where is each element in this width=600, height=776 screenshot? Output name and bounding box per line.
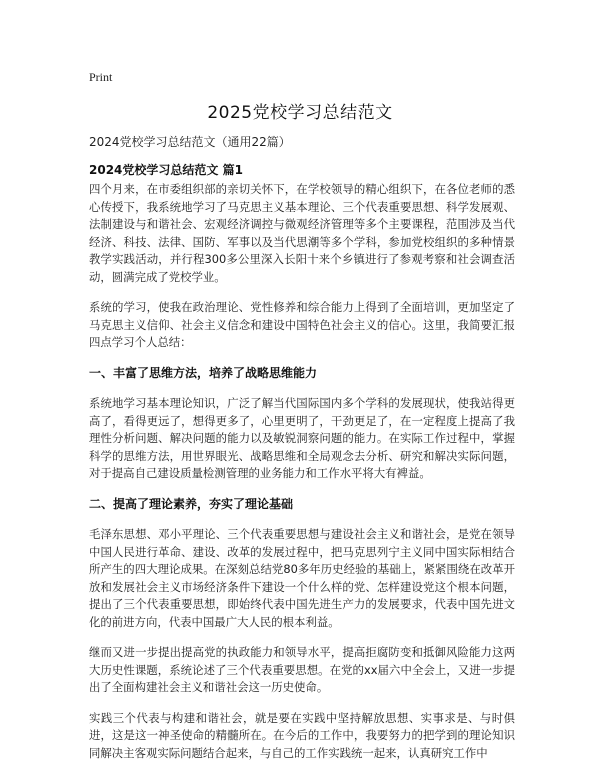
- paragraph: 实践三个代表与构建和谐社会，就是要在实践中坚持解放思想、实事求是、与时俱进，这是这一神圣使命的精髓所在。在今后的工作中，我要努力的把学到的理论知识同解决主客观实际问题结合起来，与自己的工作实践统一起来，认真研究工作中: [89, 710, 515, 760]
- page-title: 2025党校学习总结范文: [207, 103, 393, 123]
- article-heading: 2024党校学习总结范文 篇1: [89, 163, 243, 177]
- print-link[interactable]: Print: [89, 70, 113, 84]
- document-subtitle: 2024党校学习总结范文（通用22篇）: [89, 135, 291, 149]
- paragraph: 继而又进一步提出提高党的执政能力和领导水平，提高拒腐防变和抵御风险能力这两大历史性课题，系统论述了三个代表重要思想。在党的xx届六中全会上，又进一步提出了全面构建社会主义和谐社会这一历史使命。: [89, 645, 515, 694]
- paragraph: 四个月来，在市委组织部的亲切关怀下，在学校领导的精心组织下，在各位老师的悉心传授下，我系统地学习了马克思主义基本理论、三个代表重要思想、科学发展观、法制建设与和谐社会、宏观经济调控与微观经济管理等多个主要课程，范围涉及当代经济、科技、法律、国防、军事以及当代思潮等多个学科，参加党校组织的多种情景教学实践活动，并行程300多公里深入长阳十来个乡镇进行了参观考察和社会调查活动，圆满完成了党校学业。: [89, 182, 515, 284]
- section-heading: 一、丰富了思维方法，培养了战略思维能力: [89, 365, 318, 380]
- paragraph: 系统地学习基本理论知识，广泛了解当代国际国内多个学科的发展现状，使我站得更高了，看得更远了，想得更多了，心里更明了，干劲更足了，在一定程度上提高了我理性分析问题、解决问题的能力以及敏锐洞察问题的能力。在实际工作过程中，掌握科学的思维方法，用世界眼光、战略思维和全局观念去分析、研究和解决实际问题，对于提高自己建设质量检测管理的业务能力和工作水平将大有裨益。: [89, 396, 515, 480]
- paragraph: 系统的学习，使我在政治理论、党性修养和综合能力上得到了全面培训，更加坚定了马克思主义信仰、社会主义信念和建设中国特色社会主义的信心。这里，我简要汇报四点学习个人总结：: [89, 300, 515, 349]
- section-heading: 二、提高了理论素养，夯实了理论基础: [89, 496, 294, 511]
- paragraph: 毛泽东思想、邓小平理论、三个代表重要思想与建设社会主义和谐社会，是党在领导中国人民进行革命、建设、改革的发展过程中，把马克思列宁主义同中国实际相结合所产生的四大理论成果。在深刻总结党80多年历史经验的基础上，紧紧围绕在改革开放和发展社会主义市场经济条件下建设一个什么样的党、怎样建设党这个根本问题，提出了三个代表重要思想，即始终代表中国先进生产力的发展要求，代表中国先进文化的前进方向，代表中国最广大人民的根本利益。: [89, 527, 515, 629]
- article-body: [89, 181, 515, 775]
